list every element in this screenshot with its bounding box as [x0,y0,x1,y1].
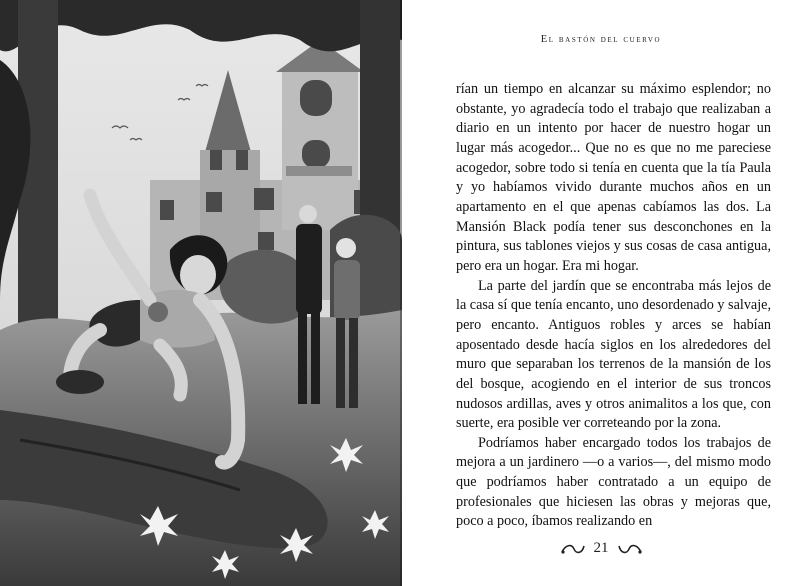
text-page [402,0,800,586]
left-flourish-icon [560,542,586,556]
page-number: 21 [593,540,609,556]
body-text [456,80,771,532]
right-flourish-icon [617,542,643,556]
paragraph-1: rían un tiempo en alcanzar su máximo esplendor; no obstante, yo agradecía todo el trabajo que realizaban a diario en un intento por hacer de nuestro hogar un lugar más acogedor... Que no es que no me pareciese acogedor, sobre todo si tenía en cuenta que la tía Paula y yo habíamos vivido durante muchos años en un apartamento en el que apenas cabíamos las dos. La Mansión Black podía tener sus desconchones en la pintura, sus tablones viejos y sus cosas de casa antigua, pero era un hogar. Era mi hogar. [456,81,771,274]
paragraph-2: La parte del jardín que se encontraba más lejos de la casa sí que tenía encanto, uno desordenado y salvaje, pero encanto. Antiguos robles y arces se habían aposentado desde hacía siglos en los alrededores del muro que separaban los terrenos de la mansión de los del bosque, acogiendo en el interior de sus troncos nudosos ardillas, aves y otros animalitos a los que, con suerte, era posible ver correteando por la zona. [456,277,771,432]
running-head: El bastón del cuervo [540,34,662,45]
page-folio [402,540,800,557]
paragraph-3: Podríamos haber encargado todos los trabajos de mejora a un jardinero —o a varios—, del mismo modo que podríamos haber contratado a un equipo de profesionales que hiciesen las obras y mejoras que, poco a poco, íbamos realizando en [456,434,771,530]
